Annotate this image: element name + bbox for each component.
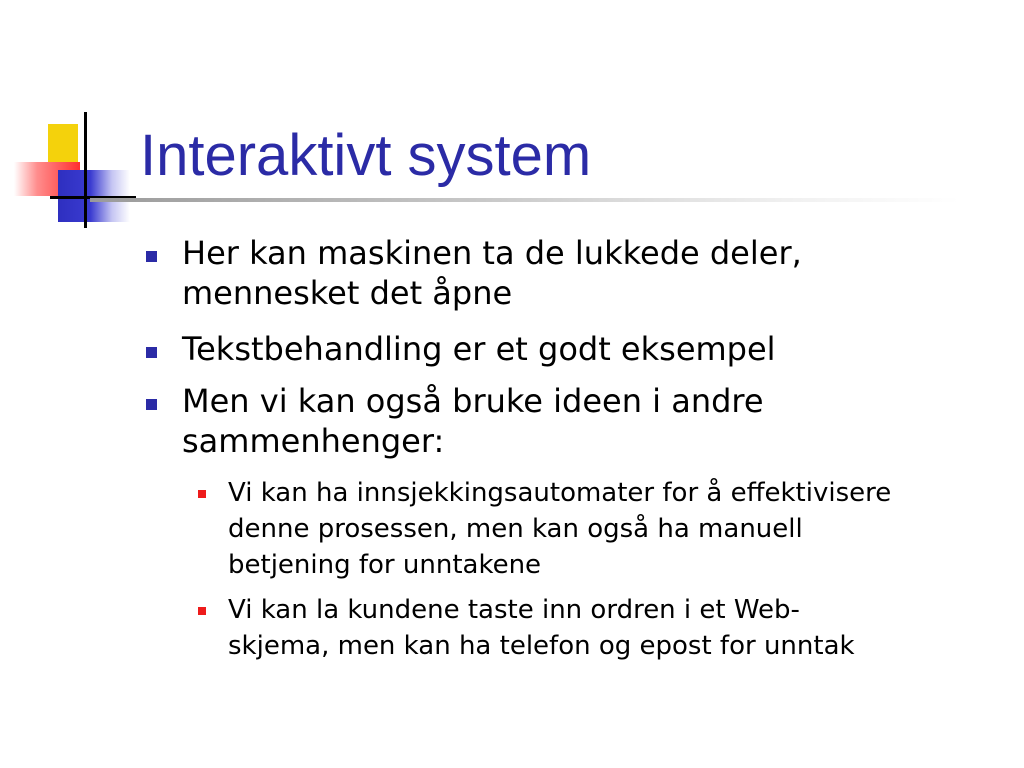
sub-bullet-item: [228, 475, 1008, 583]
sub-bullet-line: skjema, men kan ha telefon og epost for unntak: [228, 631, 855, 661]
bullet-marker: [146, 399, 157, 410]
vertical-line-decoration: [84, 112, 87, 228]
bullet-line: Her kan maskinen ta de lukkede deler,: [182, 234, 802, 272]
yellow-square-decoration: [48, 124, 78, 164]
sub-bullet-line: denne prosessen, men kan også ha manuell: [228, 514, 803, 544]
bullet-marker: [146, 251, 157, 262]
bullet-line: mennesket det åpne: [182, 274, 513, 312]
sub-bullet-marker: [198, 490, 206, 498]
bullet-item: [182, 329, 922, 369]
bullet-line: Men vi kan også bruke ideen i andre: [182, 382, 764, 420]
title-underline: [90, 198, 960, 202]
bullet-line: Tekstbehandling er et godt eksempel: [182, 330, 776, 368]
bullet-line: sammenhenger:: [182, 422, 445, 460]
slide-logo-decoration: [0, 0, 140, 240]
sub-bullet-item: [228, 592, 1008, 664]
bullet-marker: [146, 347, 157, 358]
sub-bullet-line: betjening for unntakene: [228, 550, 542, 580]
bullet-item: [182, 233, 922, 313]
slide-title: Interaktivt system: [140, 123, 592, 188]
sub-bullet-line: Vi kan la kundene taste inn ordren i et Web-: [228, 595, 800, 625]
sub-bullet-line: Vi kan ha innsjekkingsautomater for å effektivisere: [228, 478, 892, 508]
bullet-item: [182, 381, 922, 461]
sub-bullet-marker: [198, 607, 206, 615]
